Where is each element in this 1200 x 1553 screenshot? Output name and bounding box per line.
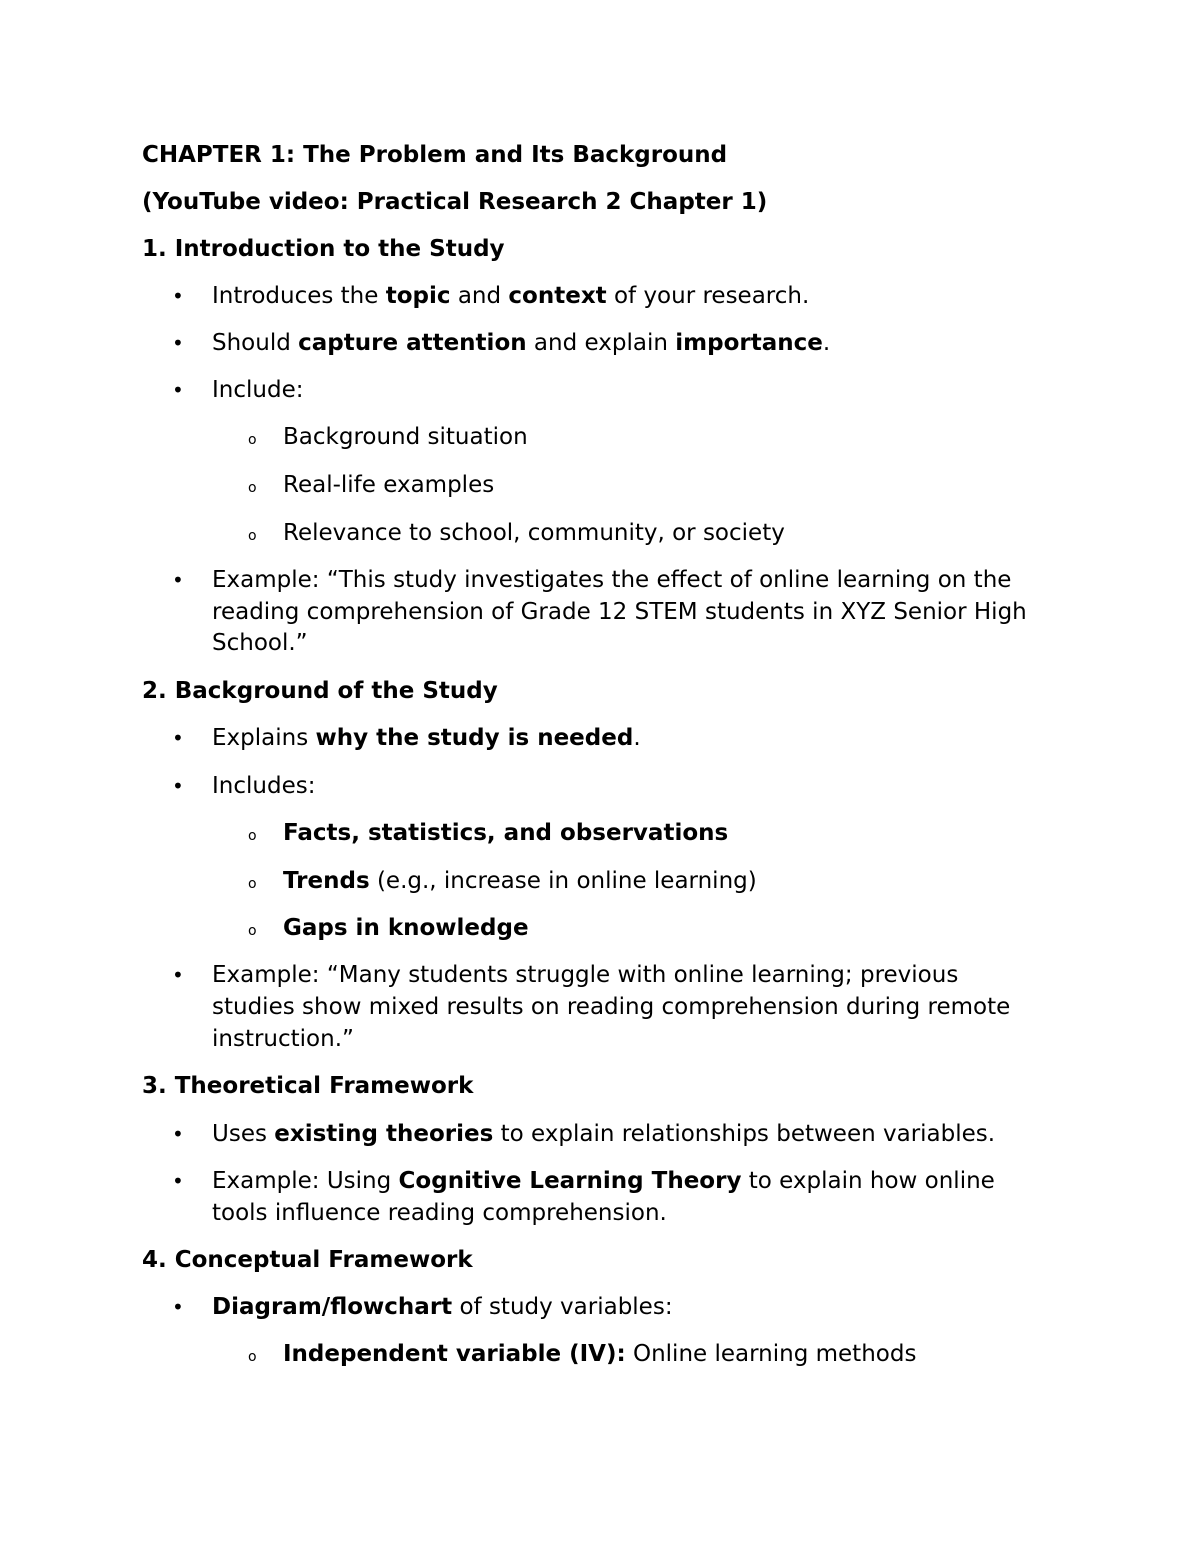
example-line: studies show mixed results on reading comprehension during remote	[212, 994, 1011, 1020]
sub-bullet-glyph: o	[248, 1349, 257, 1365]
bullet-glyph: •	[172, 284, 184, 308]
example-line: Example: “Many students struggle with online learning; previous	[212, 962, 959, 988]
section-heading-theoretical: 3. Theoretical Framework	[142, 1073, 474, 1099]
sub-bullet-glyph: o	[248, 876, 257, 892]
sub-list-item: Independent variable (IV): Online learning methods	[283, 1341, 917, 1367]
sub-list-item: Facts, statistics, and observations	[283, 820, 729, 846]
list-item: Uses existing theories to explain relationships between variables.	[212, 1121, 996, 1147]
example-line: School.”	[212, 630, 308, 656]
sub-list-item: Relevance to school, community, or society	[283, 520, 785, 546]
chapter-title: CHAPTER 1: The Problem and Its Background	[142, 142, 728, 168]
bullet-glyph: •	[172, 963, 184, 987]
chapter-subtitle: (YouTube video: Practical Research 2 Chapter 1)	[142, 189, 768, 215]
bullet-glyph: •	[172, 1169, 184, 1193]
list-item: Introduces the topic and context of your research.	[212, 283, 810, 309]
bullet-glyph: •	[172, 1122, 184, 1146]
bullet-glyph: •	[172, 1295, 184, 1319]
sub-list-item: Gaps in knowledge	[283, 915, 529, 941]
example-line: reading comprehension of Grade 12 STEM students in XYZ Senior High	[212, 599, 1027, 625]
sub-bullet-glyph: o	[248, 528, 257, 544]
sub-bullet-glyph: o	[248, 480, 257, 496]
example-line: instruction.”	[212, 1026, 354, 1052]
bullet-glyph: •	[172, 331, 184, 355]
bullet-glyph: •	[172, 726, 184, 750]
list-item: Include:	[212, 377, 304, 403]
list-item: Diagram/flowchart of study variables:	[212, 1294, 673, 1320]
example-line: Example: “This study investigates the effect of online learning on the	[212, 567, 1012, 593]
bullet-glyph: •	[172, 378, 184, 402]
list-item: Includes:	[212, 773, 316, 799]
section-heading-introduction: 1. Introduction to the Study	[142, 236, 505, 262]
list-item: Explains why the study is needed.	[212, 725, 641, 751]
bullet-glyph: •	[172, 774, 184, 798]
section-heading-conceptual: 4. Conceptual Framework	[142, 1247, 473, 1273]
list-item-continuation: tools influence reading comprehension.	[212, 1200, 667, 1226]
sub-list-item: Real-life examples	[283, 472, 495, 498]
sub-bullet-glyph: o	[248, 923, 257, 939]
list-item: Should capture attention and explain importance.	[212, 330, 831, 356]
sub-bullet-glyph: o	[248, 828, 257, 844]
bullet-glyph: •	[172, 568, 184, 592]
section-heading-background: 2. Background of the Study	[142, 678, 498, 704]
sub-list-item: Trends (e.g., increase in online learning)	[283, 868, 757, 894]
list-item: Example: Using Cognitive Learning Theory to explain how online	[212, 1168, 995, 1194]
sub-bullet-glyph: o	[248, 432, 257, 448]
sub-list-item: Background situation	[283, 424, 528, 450]
